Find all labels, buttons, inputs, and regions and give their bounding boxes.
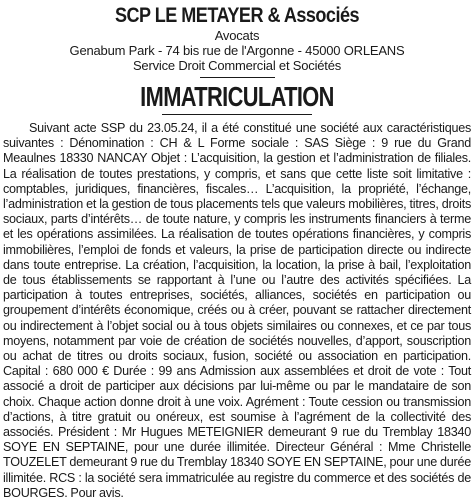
firm-name: SCP LE METAYER & Associés: [114, 4, 360, 27]
notice-body: Suivant acte SSP du 23.05.24, il a été constitué une société aux caractéristiques suivantes : Dénomination : CH & L Forme sociale : SAS Siège : 9 rue du Grand Meaulnes 18330 NANCAY Objet : L’acquisition, la gestion et l’administration de filiales. La réalisation de toutes prestations, y compris, et sans que cette liste soit limitative : comptables, juridiques, financières, fiscales… L’acquisition, la propriété, l’échange, l’administration et la gestion de tous placements tels que valeurs mobilières, titres, droits sociaux, parts d’intérêts… de toute nature, y compris les instruments financiers à terme et les opérations assimilées. La réalisation de toutes opérations financières, y compris immobilières, l’emploi de fonds et valeurs, la prise de participation directe ou indirecte dans toute entreprise. La création, l’acquisition, la location, la prise à bail, l’exploitation de tous établissements se rapportant à l’une ou l’autre des activités spécifiées. La participation à toutes entreprises, sociétés, alliances, sociétés en participation ou groupement d’intérêts économique, créés ou à créer, pouvant se rattacher directement ou indirectement à l’objet social ou à tous objets similaires ou connexes, et ce par tous moyens, notamment par voie de création de sociétés nouvelles, d’apport, souscription ou achat de titres ou droits sociaux, fusion, société ou association en participation. Capital : 680 000 € Durée : 99 ans Admission aux assemblées et droit de vote : Tout associé a droit de participer aux décisions par lui-même ou par le mandataire de son choix. Chaque action donne droit à une voix. Agrément : Toute cession ou transmission d’actions, à titre gratuit ou onéreux, est soumise à l’agrément de la collectivité des associés. Président : Mr Hugues METEIGNIER demeurant 9 rue du Tremblay 18340 SOYE EN SEPTAINE, pour une durée illimitée. Directeur Général : Mme Christelle TOUZELET demeurant 9 rue du Tremblay 18340 SOYE EN SEPTAINE, pour une durée illimitée. RCS : la société sera immatriculée au registre du commerce et des sociétés de BOURGES. Pour avis.: [3, 121, 471, 500]
firm-department: Service Droit Commercial et Sociétés: [132, 58, 342, 73]
notice-header: [3, 4, 471, 115]
header-divider: [200, 77, 275, 78]
firm-profession: Avocats: [214, 28, 260, 43]
firm-address: Genabum Park - 74 bis rue de l'Argonne - 45000 ORLEANS: [69, 43, 405, 58]
section-title: IMMATRICULATION: [140, 81, 334, 112]
title-divider: [162, 114, 312, 115]
